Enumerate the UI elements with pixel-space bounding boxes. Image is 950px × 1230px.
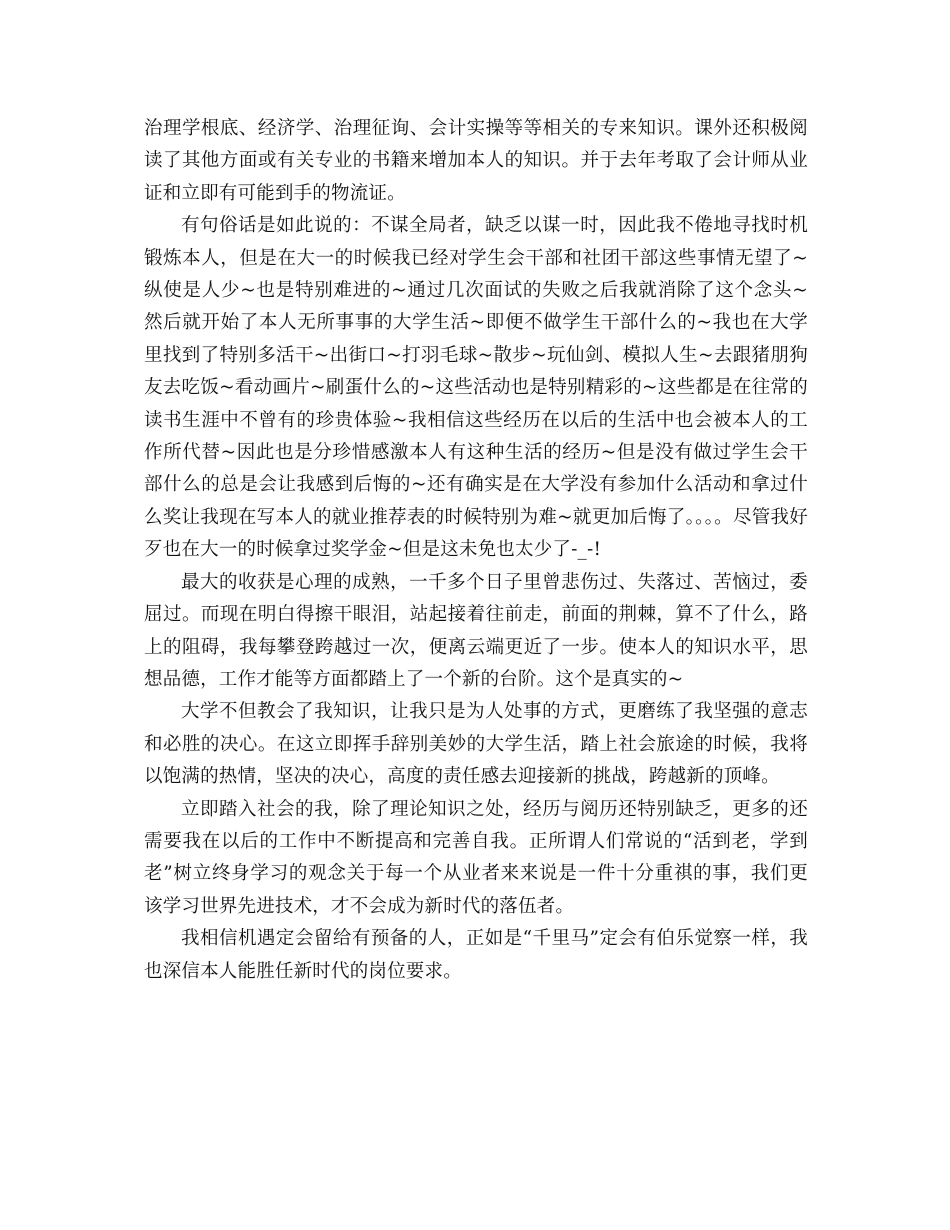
paragraph-4: 大学不但教会了我知识，让我只是为人处事的方式，更磨练了我坚强的意志和必胜的决心。在这立即挥手辞别美妙的大学生活，踏上社会旅途的时候，我将以饱满的热情，坚决的决心，高度的责任感去迎接新的挑战，跨越新的顶峰。 [144, 701, 808, 788]
document-body [144, 113, 808, 988]
paragraph-1: 治理学根底、经济学、治理征询、会计实操等等相关的专来知识。课外还积极阅读了其他方面或有关专业的书籍来增加本人的知识。并于去年考取了会计师从业证和立即有可能到手的物流证。 [144, 118, 808, 204]
paragraph-6: 我相信机遇定会留给有预备的人，正如是“千里马”定会有伯乐觉察一样，我也深信本人能胜任新时代的岗位要求。 [144, 928, 808, 982]
paragraph-2: 有句俗话是如此说的：不谋全局者，缺乏以谋一时，因此我不倦地寻找时机锻炼本人，但是在大一的时候我已经对学生会干部和社团干部这些事情无望了~纵使是人少~也是特别难进的~通过几次面试的失败之后我就消除了这个念头~然后就开始了本人无所事事的大学生活~即便不做学生干部什么的~我也在大学里找到了特别多活干~出街口~打羽毛球~散步~玩仙剑、模拟人生~去跟猪朋狗友去吃饭~看动画片~刷蛋什么的~这些活动也是特别精彩的~这些都是在往常的读书生涯中不曾有的珍贵体验~我相信这些经历在以后的生活中也会被本人的工作所代替~因此也是分珍惜感激本人有这种生活的经历~但是没有做过学生会干部什么的总是会让我感到后悔的~还有确实是在大学没有参加什么活动和拿过什么奖让我现在写本人的就业推荐表的时候特别为难~就更加后悔了。。。。尽管我好歹也在大一的时候拿过奖学金~但是这未免也太少了-_-! [144, 215, 808, 561]
paragraph-5: 立即踏入社会的我，除了理论知识之处，经历与阅历还特别缺乏，更多的还需要我在以后的工作中不断提高和完善自我。正所谓人们常说的“活到老，学到老”树立终身学习的观念关于每一个从业者来来说是一件十分重祺的事，我们更该学习世界先进技术，才不会成为新时代的落伍者。 [144, 798, 808, 917]
paragraph-3: 最大的收获是心理的成熟，一千多个日子里曾悲伤过、失落过、苦恼过，委屈过。而现在明白得擦干眼泪，站起接着往前走，前面的荆棘，算不了什么，路上的阻碍，我每攀登跨越过一次，便离云端更近了一步。使本人的知识水平，思想品德，工作才能等方面都踏上了一个新的台阶。这个是真实的~ [144, 571, 808, 690]
